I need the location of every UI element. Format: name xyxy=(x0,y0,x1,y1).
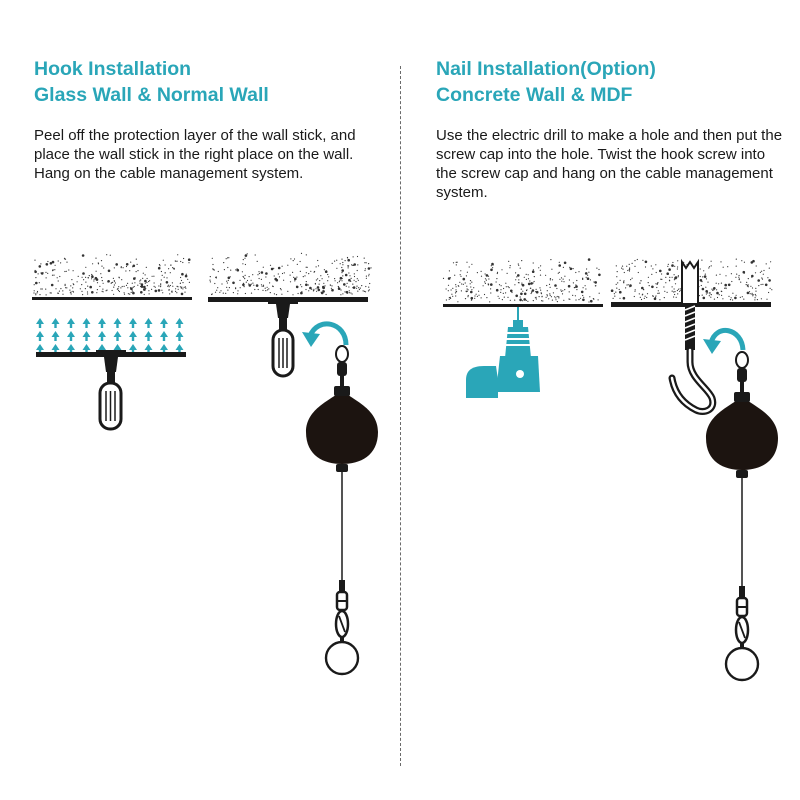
wall-texture-icon xyxy=(209,253,371,296)
screw-hook-icon xyxy=(672,304,713,412)
wall-stick-hook-icon xyxy=(36,350,186,429)
wall-stick-hook-icon xyxy=(268,300,298,376)
nail-installation-description: Use the electric drill to make a hole and then put the screw cap into the hole. Twist the hook screw into the screw cap and hang on the cable management system. xyxy=(436,127,783,201)
electric-drill-icon xyxy=(466,320,540,398)
cable-reel-icon xyxy=(706,352,778,680)
key-ring-icon xyxy=(726,648,758,680)
hook-installation-description: Peel off the protection layer of the wall stick, and place the wall stick in the right place on the wall. Hang on the cable management system. xyxy=(34,127,356,182)
glass-wall-subheading: Glass Wall & Normal Wall xyxy=(34,84,269,106)
hook-installation-heading: Hook Installation xyxy=(34,58,192,80)
nail-installation-heading: Nail Installation(Option) xyxy=(436,58,656,80)
key-ring-icon xyxy=(326,642,358,674)
cable-reel-icon xyxy=(306,346,378,674)
rotate-arrow-head xyxy=(302,332,320,347)
upward-arrows-icon xyxy=(36,318,184,354)
wall-texture-icon xyxy=(443,258,601,302)
wall-anchor-icon xyxy=(682,262,698,304)
wall-line xyxy=(443,304,603,307)
wall-line xyxy=(32,297,192,300)
wall-texture-icon xyxy=(33,254,190,295)
rotate-arrow-head xyxy=(703,339,721,354)
concrete-wall-subheading: Concrete Wall & MDF xyxy=(436,84,633,106)
